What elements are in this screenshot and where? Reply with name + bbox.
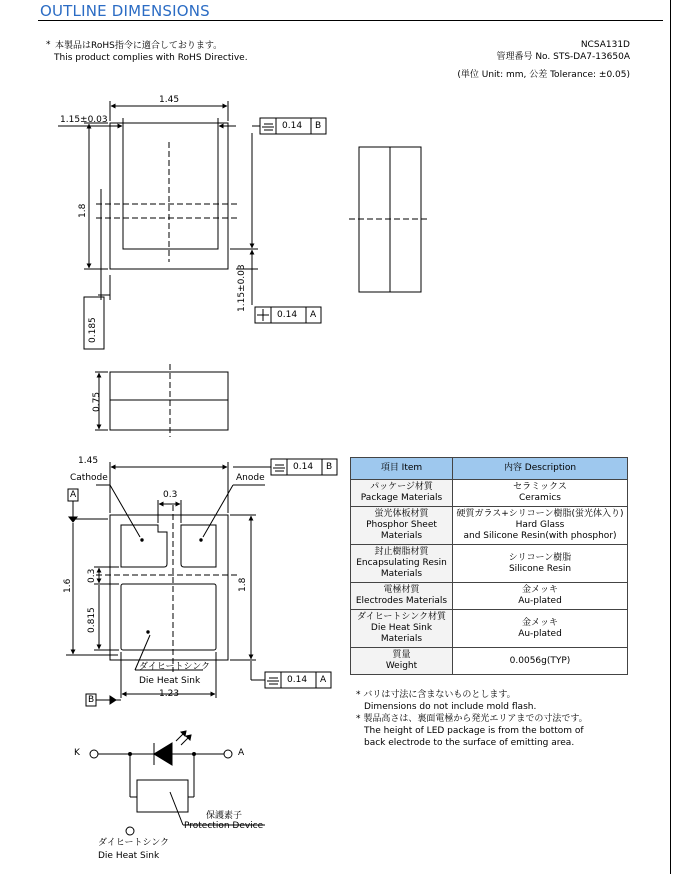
rohs-note-en: This product complies with RoHS Directive. [54,53,248,63]
top-height-dim: 1.8 [78,203,88,218]
footnote-1-ja: * バリは寸法に含まないものとします。 [356,690,516,700]
led-diode-symbol [154,743,172,765]
bottom-height-1-6: 1.6 [63,578,73,593]
circuit-k-label: K [74,748,80,758]
table-row: 質量 Weight 0.0056g(TYP) [351,648,628,675]
top-tol-b-value: 0.14 [282,121,303,131]
units-tolerance: (単位 Unit: mm, 公差 Tolerance: ±0.05) [457,70,630,80]
top-small-dim: 0.185 [88,317,98,343]
cathode-pad [121,525,167,567]
top-tol-a-datum: A [310,310,317,320]
footnote-2-en-2: back electrode to the surface of emitting area. [364,738,575,748]
top-tol-b-datum: B [315,121,322,131]
rohs-star: * [46,40,51,50]
protection-label-ja: 保護素子 [206,811,243,821]
page-title: OUTLINE DIMENSIONS [40,2,210,20]
circuit-heat-sink-ja: ダイヒートシンク [98,838,170,848]
table-row: 封止樹脂材質 Encapsulating Resin Materials シリコーン樹脂 Silicone Resin [351,545,628,583]
bottom-tol-b-value: 0.14 [293,462,314,472]
pad-width-dim: 1.23 [159,689,180,699]
table-row: 蛍光体板材質 Phosphor Sheet Materials 硬質ガラス+シリコーン樹脂(蛍光体入り) Hard Glass and Silicone Resin(with phosphor) [351,507,628,545]
heat-sink-label-ja: ダイヒートシンク [139,662,211,672]
gap-dim: 0.3 [163,490,178,500]
part-number: NCSA131D [580,40,630,50]
top-tol-a-value: 0.14 [277,310,298,320]
spec-header-item: 項目 Item [351,458,453,480]
heat-sink-terminal [126,827,134,835]
rohs-note-ja: 本製品はRoHS指令に適合しております。 [55,41,223,51]
cathode-label: Cathode [70,473,108,483]
circuit-heat-sink-en: Die Heat Sink [98,851,160,861]
anode-pad [181,525,216,567]
footnote-1-en: Dimensions do not include mold flash. [364,702,537,712]
top-offset-dim: 1.15±0.03 [60,115,108,125]
anode-terminal [224,750,232,758]
cathode-terminal [90,750,98,758]
table-row: 電極材質 Electrodes Materials 金メッキ Au-plated [351,583,628,610]
bottom-datum-b: B [88,695,95,705]
top-side-offset-dim: 1.15±0.03 [237,264,247,312]
bottom-datum-a: A [70,490,77,500]
side-height-dim: 0.75 [92,391,102,412]
spec-header-desc: 内容 Description [453,458,628,480]
table-row: ダイヒートシンク材質 Die Heat Sink Materials 金メッキ Au-plated [351,610,628,648]
heat-sink-pad [121,584,216,650]
side-view-bottom [110,372,228,430]
top-width-dim: 1.45 [159,95,180,105]
protection-label-en: Protection Device [184,821,264,831]
anode-label: Anode [236,473,265,483]
footnote-2-en-1: The height of LED package is from the bottom of [364,726,584,736]
bottom-tol-a-value: 0.14 [287,675,308,685]
bottom-dim-0-815: 0.815 [87,607,97,633]
bottom-tol-b-datum: B [326,462,333,472]
bottom-width-dim: 1.45 [78,456,99,466]
bottom-dim-0-3: 0.3 [87,568,97,583]
protection-device [137,780,188,812]
control-number: 管理番号 No. STS-DA7-13650A [496,52,630,62]
bottom-view-body [110,515,228,660]
circuit-a-label: A [238,748,245,758]
bottom-tol-a-datum: A [320,675,327,685]
spec-table [350,457,628,675]
bottom-height-1-8: 1.8 [238,577,248,592]
table-row: パッケージ材質 Package Materials セラミックス Ceramics [351,480,628,507]
heat-sink-label-en: Die Heat Sink [139,676,201,686]
top-view-window [123,123,218,249]
footnote-2-ja: * 製品高さは、裏面電極から発光エリアまでの寸法です。 [356,714,588,724]
